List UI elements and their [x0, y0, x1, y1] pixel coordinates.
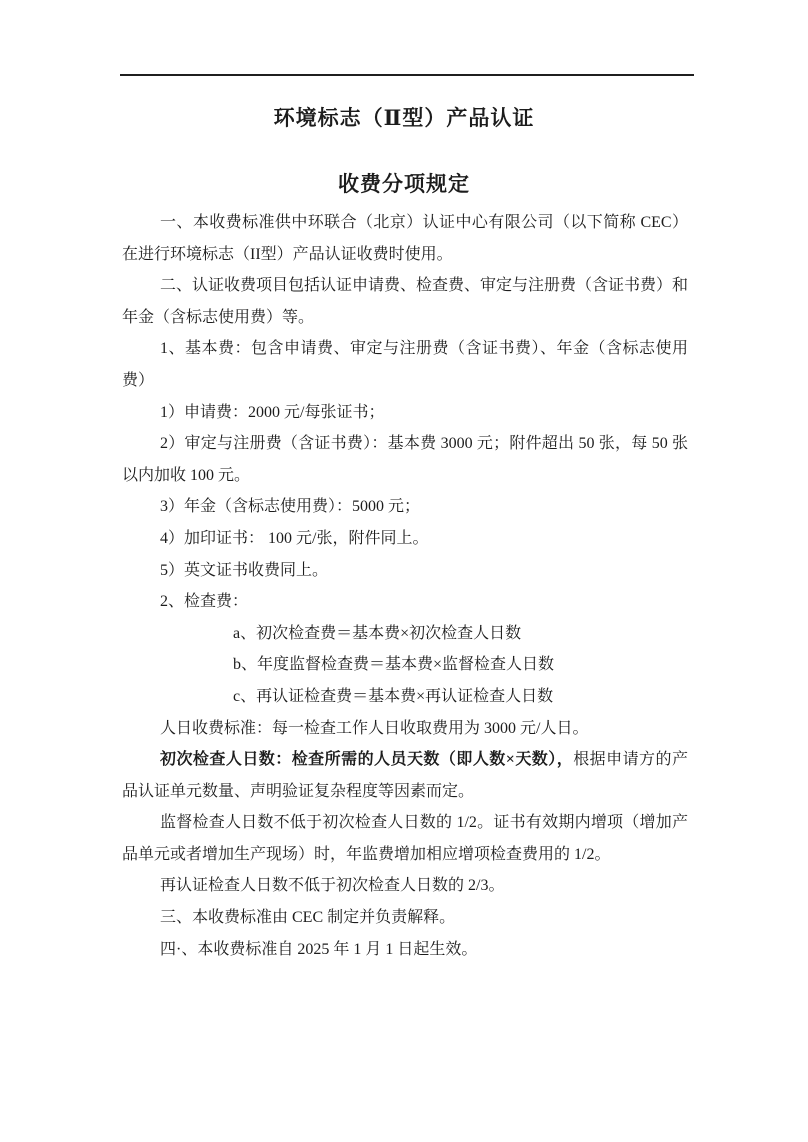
text-run: 2、检查费： [160, 593, 249, 611]
text-run: 三、本收费标准由 CEC 制定并负责解释。 [160, 909, 456, 927]
paragraph [122, 270, 688, 333]
paragraph [122, 333, 688, 396]
text-run: 3）年金（含标志使用费）：5000 元； [160, 498, 421, 516]
paragraph [233, 649, 688, 681]
text-run: 四·、本收费标准自 2025 年 1 月 1 日起生效。 [160, 940, 478, 958]
header-rule [120, 74, 694, 76]
paragraph [233, 681, 688, 713]
paragraph [122, 207, 688, 270]
text-run: 根据申请方的产品认证单元数量、声明验证复杂程度等因素而定。 [122, 751, 688, 800]
paragraph [122, 555, 688, 587]
paragraph [122, 586, 688, 618]
paragraph [122, 713, 688, 745]
paragraph [122, 902, 688, 934]
text-run: b、年度监督检查费＝基本费×监督检查人日数 [233, 656, 555, 674]
text-run: a、初次检查费＝基本费×初次检查人日数 [233, 624, 522, 642]
text-run-bold: 初次检查人日数：检查所需的人员天数（即人数×天数）， [160, 751, 574, 769]
text-run: 4）加印证书： 100 元/张，附件同上。 [160, 529, 429, 547]
text-run: 再认证检查人日数不低于初次检查人日数的 2/3。 [160, 877, 505, 895]
text-run: 人日收费标准：每一检查工作人日收取费用为 3000 元/人日。 [160, 719, 589, 737]
paragraph [122, 744, 688, 807]
text-run: 2）审定与注册费（含证书费）：基本费 3000 元；附件超出 50 张，每 50 张以内加收 100 元。 [122, 435, 688, 484]
document-body [0, 198, 808, 965]
text-run: c、再认证检查费＝基本费×再认证检查人日数 [233, 687, 554, 705]
text-run: 监督检查人日数不低于初次检查人日数的 1/2。证书有效期内增项（增加产品单元或者增加生产现场）时，年监费增加相应增项检查费用的 1/2。 [122, 814, 688, 863]
paragraph [122, 523, 688, 555]
text-run: 5）英文证书收费同上。 [160, 561, 329, 579]
paragraph [122, 807, 688, 870]
paragraph [122, 934, 688, 966]
document-subtitle: 收费分项规定 [338, 172, 470, 196]
text-run: 1）申请费：2000 元/每张证书； [160, 403, 385, 421]
paragraph [122, 397, 688, 429]
document-title: 环境标志（Ⅱ型）产品认证 [273, 106, 535, 130]
paragraph [122, 491, 688, 523]
text-run: 一、本收费标准供中环联合（北京）认证中心有限公司（以下简称 CEC）在进行环境标志（II型）产品认证收费时使用。 [122, 214, 688, 263]
text-run: 二、认证收费项目包括认证申请费、检查费、审定与注册费（含证书费）和年金（含标志使用费）等。 [122, 277, 689, 326]
paragraph [122, 428, 688, 491]
paragraph [233, 618, 688, 650]
text-run: 1、基本费：包含申请费、审定与注册费（含证书费）、年金（含标志使用费） [122, 340, 688, 389]
paragraph [122, 870, 688, 902]
